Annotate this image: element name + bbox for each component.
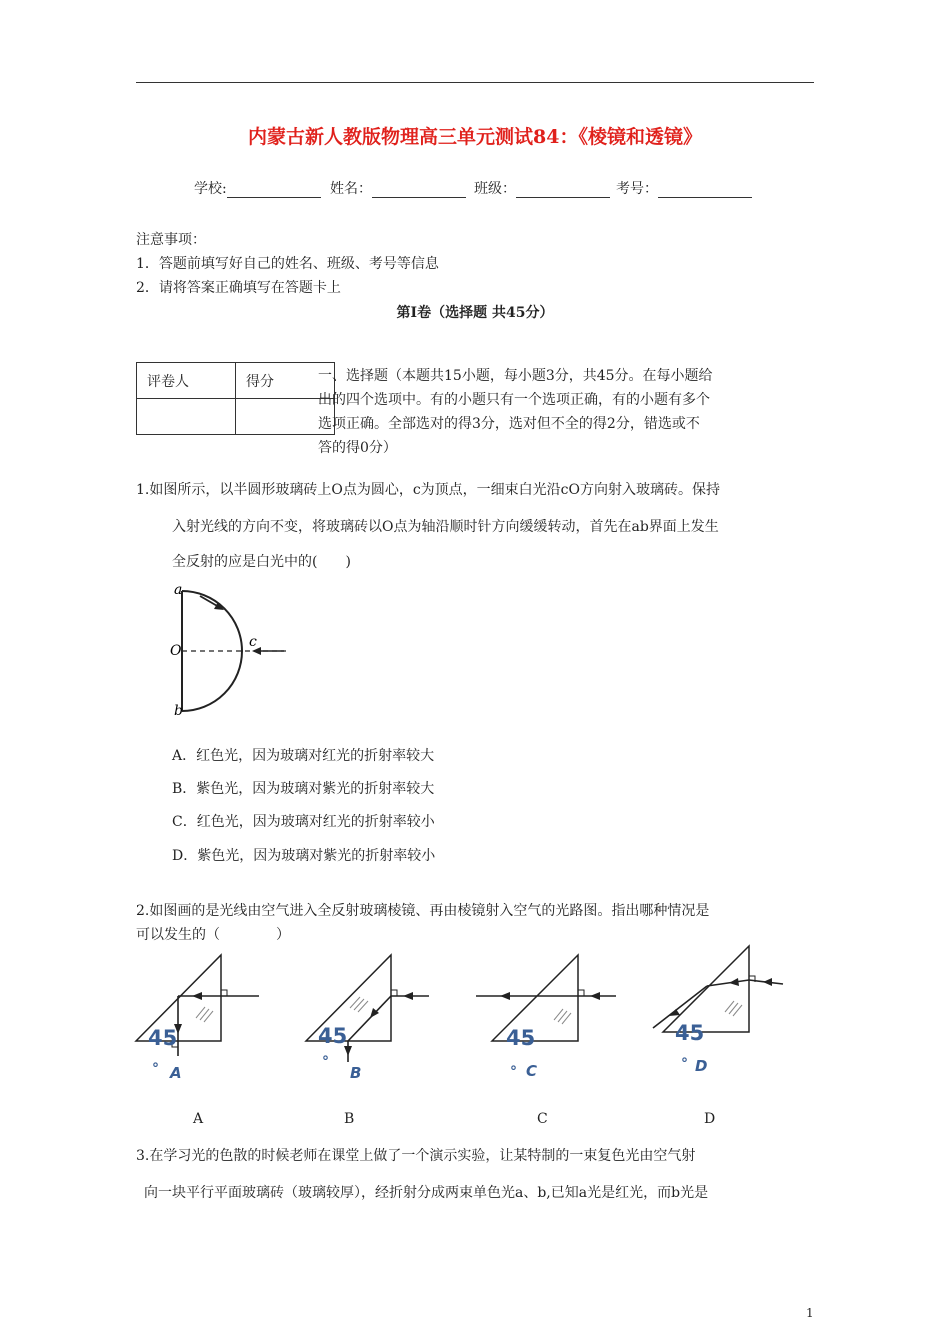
q2-prism-figure-b [300, 950, 440, 1085]
q1-label-c: c [249, 634, 257, 650]
note-item-1: 1．答题前填写好自己的姓名、班级、考号等信息 [136, 256, 439, 272]
mc-intro [318, 364, 818, 460]
q1-label-o: O [170, 643, 182, 659]
grade-cell-reviewer[interactable] [137, 399, 236, 435]
mc-intro-line: 答的得0分） [318, 440, 397, 456]
school-blank[interactable] [227, 183, 321, 198]
page-number: 1 [806, 1306, 814, 1320]
class-label: 班级： [474, 181, 516, 197]
q2-prism-figure-a [130, 950, 270, 1085]
q1-line-3: 全反射的应是白光中的( ) [172, 554, 351, 570]
figure-tag-d: D [695, 1057, 708, 1075]
q2-line-2: 可以发生的（ ） [136, 927, 290, 943]
degree-symbol: ° [152, 1061, 159, 1077]
note-item-2: 2．请将答案正确填写在答题卡上 [136, 280, 341, 296]
school-field[interactable] [194, 178, 321, 198]
section-title: 第I卷（选择题 共45分） [396, 305, 554, 321]
q1-option-a[interactable]: A．红色光，因为玻璃对红光的折射率较大 [172, 748, 435, 764]
name-field[interactable] [330, 178, 466, 198]
degree-symbol: ° [681, 1056, 688, 1072]
q1-option-b[interactable]: B．紫色光，因为玻璃对紫光的折射率较大 [172, 781, 435, 797]
mc-intro-line: 一、选择题（本题共15小题，每小题3分，共45分。在每小题给 [318, 368, 713, 384]
q1-line-1: 1.如图所示，以半圆形玻璃砖上O点为圆心，c为顶点，一细束白光沿cO方向射入玻璃砖。保持 [136, 482, 720, 498]
angle-45-label: 45 [675, 1021, 705, 1045]
class-field[interactable] [474, 178, 610, 198]
exam-no-blank[interactable] [658, 183, 752, 198]
mc-intro-line: 选项正确。全部选对的得3分，选对但不全的得2分，错选或不 [318, 416, 700, 432]
angle-45-label: 45 [506, 1026, 536, 1050]
page-title: 内蒙古新人教版物理高三单元测试84：《棱镜和透镜》 [248, 126, 702, 148]
angle-45-label: 45 [318, 1024, 348, 1048]
q2-line-1: 2.如图画的是光线由空气进入全反射玻璃棱镜、再由棱镜射入空气的光路图。指出哪种情况是 [136, 903, 710, 919]
q1-option-c[interactable]: C．红色光，因为玻璃对红光的折射率较小 [172, 814, 435, 830]
degree-symbol: ° [510, 1064, 517, 1080]
exam-no-label: 考号： [616, 181, 658, 197]
degree-symbol: ° [322, 1054, 329, 1070]
figure-tag-b: B [350, 1064, 362, 1082]
name-label: 姓名： [330, 181, 372, 197]
q1-label-a: a [174, 582, 183, 598]
exam-no-field[interactable] [616, 178, 752, 198]
grade-col-score: 得分 [236, 363, 335, 399]
header-rule [136, 82, 814, 83]
q1-option-d[interactable]: D．紫色光，因为玻璃对紫光的折射率较小 [172, 848, 436, 864]
figure-tag-a: A [170, 1064, 182, 1082]
q2-caption-d: D [704, 1111, 716, 1127]
class-blank[interactable] [516, 183, 610, 198]
q3-line-2: 向一块平行平面玻璃砖（玻璃较厚），经折射分成两束单色光a、b,已知a光是红光，而b光是 [144, 1185, 709, 1201]
q1-label-b: b [174, 703, 183, 719]
grade-table [136, 362, 335, 435]
name-blank[interactable] [372, 183, 466, 198]
q1-semicircle-figure [166, 578, 306, 723]
grade-col-reviewer: 评卷人 [137, 363, 236, 399]
q2-prism-figure-c [470, 950, 620, 1085]
q2-prism-figure-d [645, 940, 795, 1080]
q2-caption-a: A [193, 1111, 204, 1127]
q1-line-2: 入射光线的方向不变，将玻璃砖以O点为轴沿顺时针方向缓缓转动，首先在ab界面上发生 [172, 519, 719, 535]
q3-line-1: 3.在学习光的色散的时候老师在课堂上做了一个演示实验，让某特制的一束复色光由空气射 [136, 1148, 696, 1164]
q2-caption-b: B [344, 1111, 355, 1127]
notes-heading: 注意事项： [136, 232, 206, 248]
mc-intro-line: 出的四个选项中。有的小题只有一个选项正确，有的小题有多个 [318, 392, 710, 408]
angle-45-label: 45 [148, 1026, 178, 1050]
school-label: 学校: [194, 181, 227, 197]
figure-tag-c: C [526, 1062, 538, 1080]
q2-caption-c: C [537, 1111, 548, 1127]
